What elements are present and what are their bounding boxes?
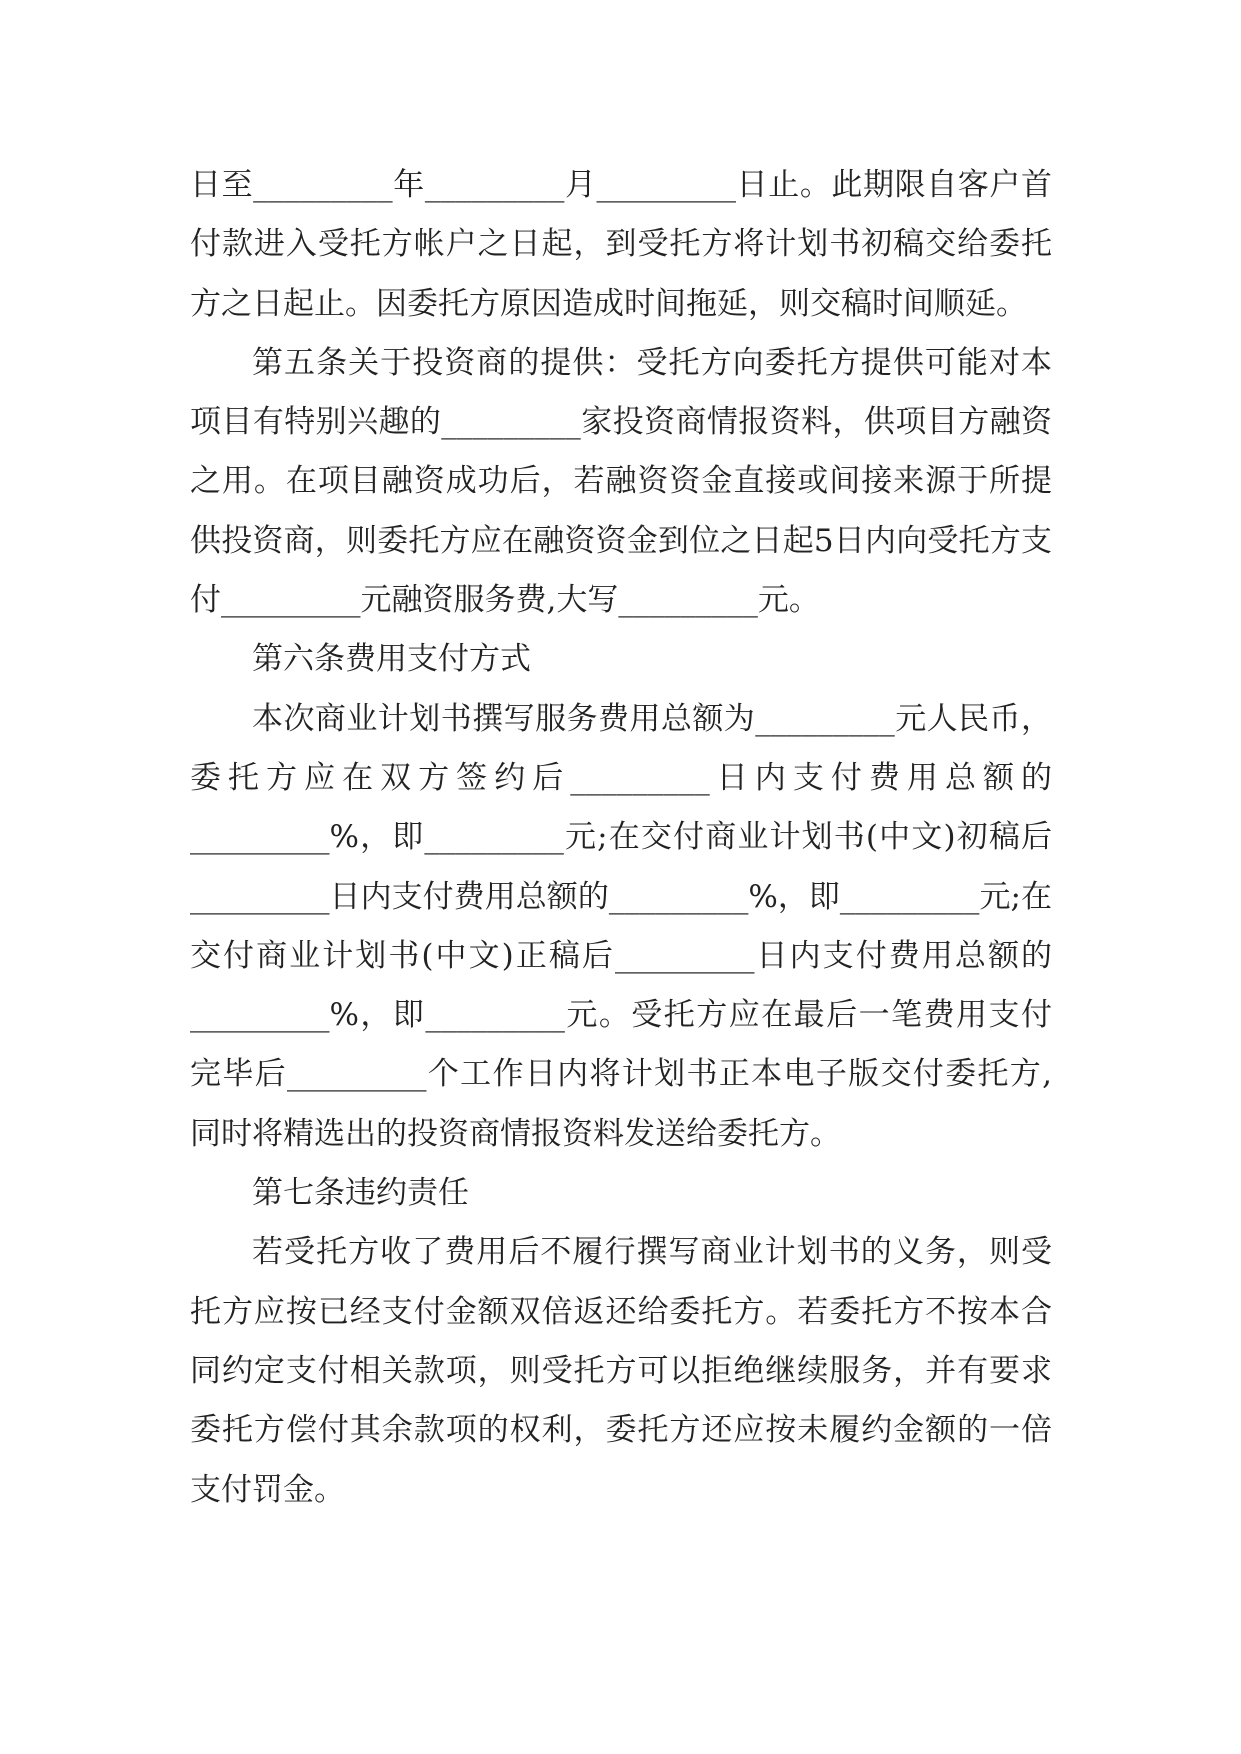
paragraph-article-5: 第五条关于投资商的提供：受托方向委托方提供可能对本项目有特别兴趣的_________家投资商情报资料，供项目方融资之用。在项目融资成功后，若融资资金直接或间接来源于所提供投资商，则委托方应在融资资金到位之日起5日内向受托方支付_________元融资服务费,大写_________元。: [190, 344, 1052, 619]
paragraph-payment-method: 本次商业计划书撰写服务费用总额为_________元人民币，委托方应在双方签约后_________日内支付费用总额的_________%，即_________元;在交付商业计划书(中文)初稿后_________日内支付费用总额的_________%，即_________元;在交付商业计划书(中文)正稿后_________日内支付费用总额的_________%，即_________元。受托方应在最后一笔费用支付完毕后_________个工作日内将计划书正本电子版交付委托方,同时将精选出的投资商情报资料发送给委托方。: [190, 700, 1052, 1152]
paragraph-liability: 若受托方收了费用后不履行撰写商业计划书的义务，则受托方应按已经支付金额双倍返还给委托方。若委托方不按本合同约定支付相关款项，则受托方可以拒绝继续服务，并有要求委托方偿付其余款项的权利，委托方还应按未履约金额的一倍支付罚金。: [190, 1234, 1052, 1508]
heading-article-7: 第七条违约责任: [252, 1175, 469, 1212]
paragraph-term-period: 日至_________年_________月_________日止。此期限自客户首付款进入受托方帐户之日起，到受托方将计划书初稿交给委托方之日起止。因委托方原因造成时间拖延，则交稿时间顺延。: [190, 167, 1052, 322]
document-page: [190, 156, 1052, 1520]
heading-article-6: 第六条费用支付方式: [252, 641, 531, 678]
